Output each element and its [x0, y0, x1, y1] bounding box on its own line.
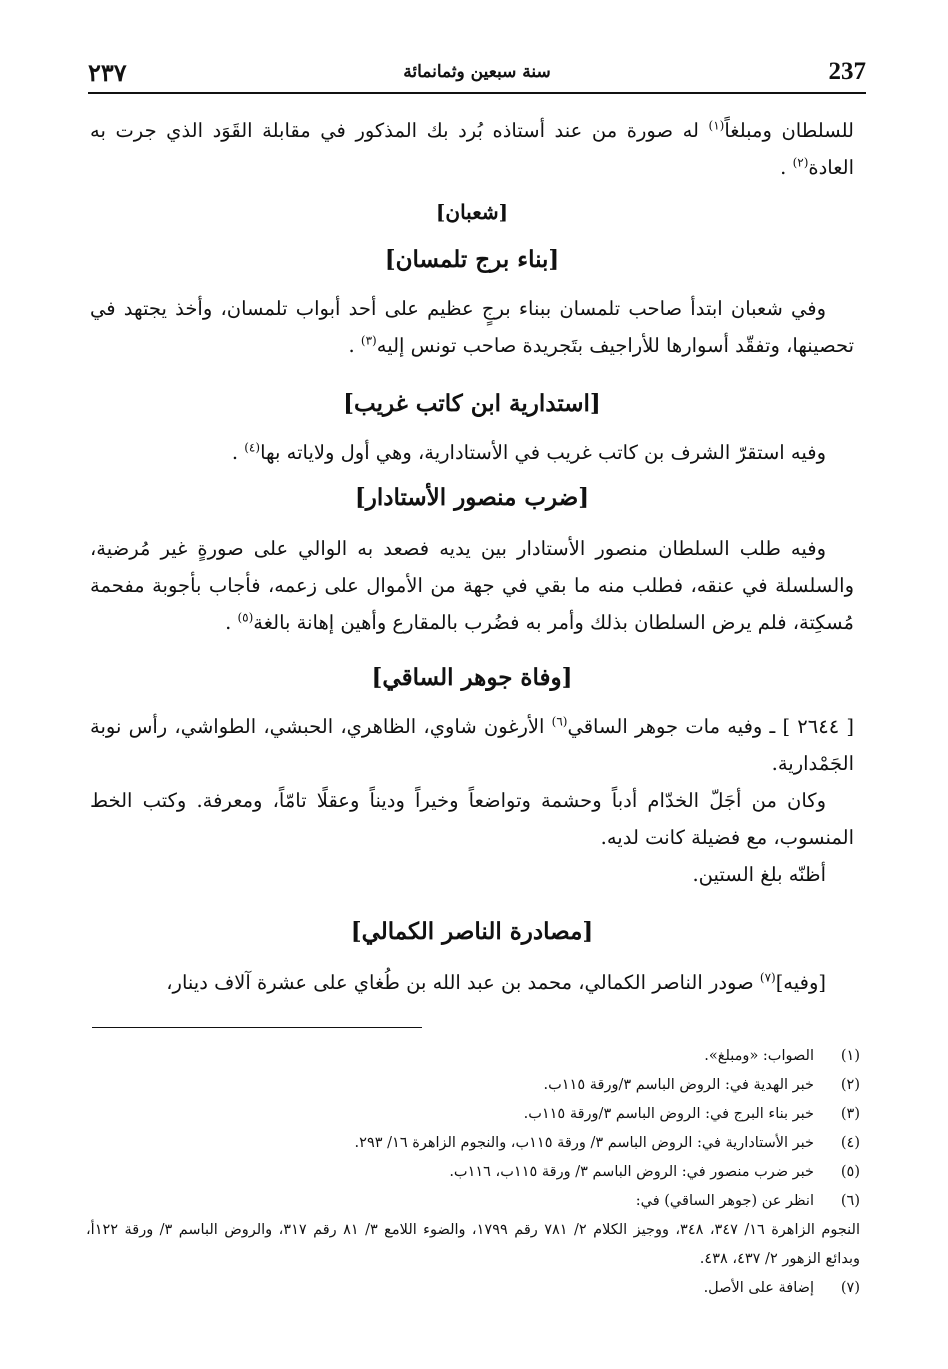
footnote-text: الصواب: «ومبلغ». [704, 1048, 814, 1064]
paragraph-tail: . [225, 611, 238, 634]
footnote-text: انظر عن (جوهر الساقي) في: [635, 1193, 814, 1209]
footnote-ref-2[interactable]: (٢) [792, 155, 809, 170]
footnote-ref-7[interactable]: (٧) [759, 970, 776, 985]
section-heading-istadariya: [استدارية ابن كاتب غريب] [343, 390, 601, 417]
footnote-number: (٢) [840, 1077, 860, 1093]
footnote-separator [92, 1027, 422, 1028]
section-paragraph-istadariya [90, 434, 854, 471]
paragraph-tail: . [231, 441, 245, 464]
page-header [88, 58, 866, 94]
footnote-5 [86, 1158, 860, 1187]
paragraph-text: وفي شعبان ابتدأ صاحب تلمسان ببناء برجٍ عظيم على أحد أبواب تلمسان، وأخذ يجتهد في تحصينها، وتفقّد أسوارها للأراجيف بتَجريدة صاحب تونس إليه [90, 297, 854, 357]
paragraph-2: وكان من أجَلّ الخدّام أدباً وحشمة وتواضعاً وخيراً وديناً وعقلًا تامّاً، ومعرفة. وكتب الخط المنسوب، مع فضيلة كانت لديه. [90, 789, 854, 849]
footnote-number: (٦) [840, 1193, 860, 1209]
month-heading: [شعبان] [435, 200, 509, 224]
paragraph-3: أظنّه بلغ الستين. [692, 863, 826, 886]
footnote-ref-3[interactable]: (٣) [360, 333, 377, 348]
section-heading-mansur: [ضرب منصور الأستادار] [354, 484, 590, 511]
footnote-6 [86, 1187, 860, 1216]
footnote-text: خبر ضرب منصور في: الروض الباسم ٣/ ورقة ١١٥ب، ١١٦ب. [449, 1164, 814, 1180]
footnote-number: (١) [840, 1048, 860, 1064]
footnote-text: خبر بناء البرج في: الروض الباسم ٣/ورقة ١١٥ب. [523, 1106, 814, 1122]
footnote-number: (٥) [840, 1164, 860, 1180]
intro-tail: . [780, 156, 793, 179]
paragraph-text-cont: صودر الناصر الكمالي، محمد بن عبد الله بن طُغاي على عشرة آلاف دينار، [166, 971, 760, 994]
footnote-2 [86, 1071, 860, 1100]
section-paragraph-jawhar [90, 708, 854, 893]
footnote-number: (٣) [840, 1106, 860, 1122]
footnote-3 [86, 1100, 860, 1129]
paragraph-text: [وفيه] [775, 971, 826, 994]
footnote-number: (٧) [840, 1280, 860, 1296]
running-title: سنة سبعين وثمانمائة [403, 62, 551, 82]
footnote-ref-4[interactable]: (٤) [244, 440, 261, 455]
footnote-text: خبر الأستادارية في: الروض الباسم ٣/ ورقة ١١٥ب، والنجوم الزاهرة ١٦/ ٢٩٣. [354, 1135, 814, 1151]
paragraph-tail: . [348, 334, 361, 357]
section-paragraph-burj [90, 290, 854, 364]
section-paragraph-kamali [90, 964, 854, 1001]
footnote-1 [86, 1042, 860, 1071]
section-heading-jawhar: [وفاة جوهر الساقي] [371, 664, 573, 691]
paragraph-text-cont: الأرغون شاوي، الظاهري، الحبشي، الطواشي، رأس نوبة الجَمْدارية. [90, 715, 854, 775]
footnote-ref-5[interactable]: (٥) [237, 610, 254, 625]
footnote-number: (٤) [840, 1135, 860, 1151]
footnote-ref-1[interactable]: (١) [708, 118, 725, 133]
entry-number: [ ٢٦٤٤ ] [782, 715, 854, 738]
footnote-text: إضافة على الأصل. [703, 1280, 814, 1296]
intro-text-mid: له صورة من عند أستاذه بُرد بك المذكور في مقابلة القَوَد الذي جرت به العادة [90, 119, 854, 179]
paragraph-text: ـ وفيه مات جوهر الساقي [567, 715, 783, 738]
paragraph-text: وفيه استقرّ الشرف بن كاتب غريب في الأستادارية، وهي أول ولاياته بها [260, 441, 826, 464]
footnote-6-continuation: النجوم الزاهرة ١٦/ ٣٤٧، ٣٤٨، ووجيز الكلام ٢/ ٧٨١ رقم ١٧٩٩، والضوء اللامع ٣/ ٨١ رقم ٣١٧، والروض الباسم ٣/ ورقة ١٢٢أ، وبدائع الزهور ٢/ ٤٣٧، ٤٣٨. [86, 1222, 861, 1267]
intro-text: للسلطان ومبلغاً [724, 119, 854, 142]
section-heading-kamali: [مصادرة الناصر الكمالي] [350, 918, 594, 945]
footnotes [86, 1042, 860, 1303]
footnote-ref-6[interactable]: (٦) [551, 714, 568, 729]
intro-paragraph [90, 112, 854, 186]
footnote-4 [86, 1129, 860, 1158]
page-number-arabic: ٢٣٧ [88, 58, 127, 87]
section-heading-burj: [بناء برج تلمسان] [384, 246, 560, 273]
footnote-7 [86, 1274, 860, 1303]
paragraph-text: وفيه طلب السلطان منصور الأستادار بين يديه فصعد به الوالي على صورةٍ غير مُرضية، والسلسلة في عنقه، فطلب منه ما بقي في جهة من الأموال على زعمه، فأجاب بأجوبة مفحمة مُسكِتة، فلم يرض السلطان بذلك وأمر به فضُرب بالمقارع وأهين إهانة بالغة [90, 537, 854, 634]
page-number-latin: 237 [828, 58, 866, 85]
footnote-text: خبر الهدية في: الروض الباسم ٣/ورقة ١١٥ب. [543, 1077, 814, 1093]
section-paragraph-mansur [90, 530, 854, 641]
